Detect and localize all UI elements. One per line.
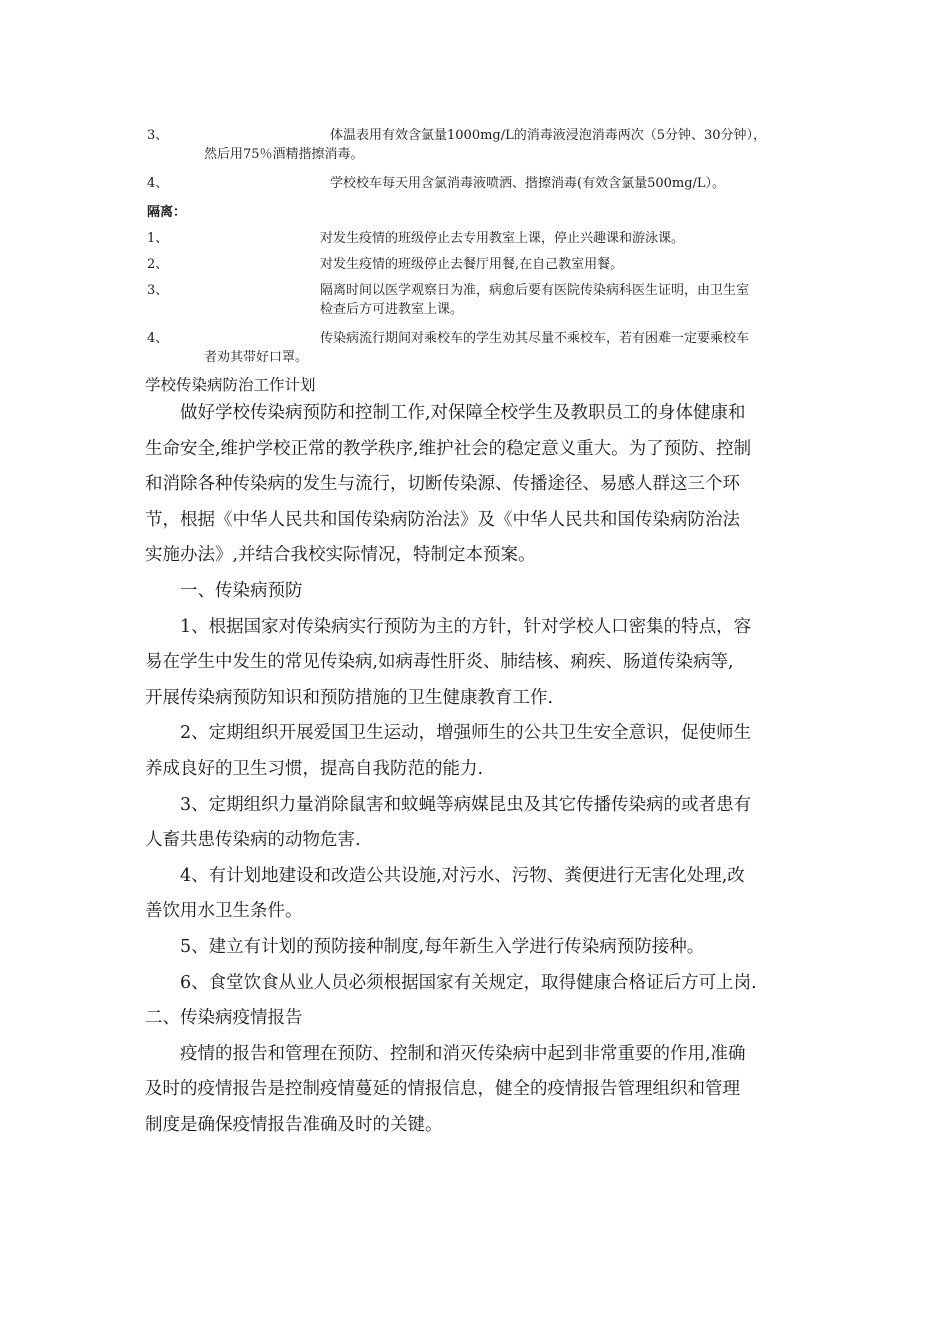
item-text: 对发生疫情的班级停止去专用教室上课，停止兴趣课和游泳课。 [320,231,685,246]
section-heading: 一、传染病预防 [180,580,303,601]
paragraph-line: 开展传染病预防知识和预防措施的卫生健康教育工作. [145,687,554,708]
list-item [147,255,807,281]
list-item [147,229,807,255]
item-text-continued: 者劝其带好口罩。 [204,350,309,365]
paragraph-line: 人畜共患传染病的动物危害. [145,830,361,851]
item-number: 4、 [147,176,169,191]
paragraph-line: 1、根据国家对传染病实行预防为主的方针，针对学校人口密集的特点，容 [180,616,752,637]
isolation-list [147,229,807,377]
item-number: 3、 [147,128,169,143]
isolation-heading: 隔离： [147,205,187,220]
list-item [147,126,807,174]
disinfection-list [147,126,807,229]
paragraph-line: 制度是确保疫情报告准确及时的关键。 [145,1114,443,1135]
plan-title: 学校传染病防治工作计划 [145,376,316,394]
item-text-continued: 检查后方可进教室上课。 [320,302,464,317]
item-number: 2、 [147,257,169,272]
document-body [145,396,805,1143]
paragraph-line: 善饮用水卫生条件。 [145,901,303,922]
item-text: 学校校车每天用含氯消毒液喷洒、揩擦消毒(有效含氯量500mg/L）。 [330,176,726,191]
intro-line: 和消除各种传染病的发生与流行，切断传染源、传播途径、易感人群这三个环 [145,474,740,495]
section-heading: 二、传染病疫情报告 [145,1008,303,1029]
paragraph-line: 养成良好的卫生习惯，提高自我防范的能力. [145,758,484,779]
item-text: 隔离时间以医学观察日为准，病愈后要有医院传染病科医生证明，由卫生室 [320,283,750,298]
paragraph-line: 及时的疫情报告是控制疫情蔓延的情报信息，健全的疫情报告管理组织和管理 [145,1079,740,1100]
item-text: 传染病流行期间对乘校车的学生劝其尽量不乘校车，若有困难一定要乘校车 [320,331,750,346]
intro-line: 做好学校传染病预防和控制工作,对保障全校学生及教职员工的身体健康和 [180,403,746,423]
paragraph-line: 5、建立有计划的预防接种制度,每年新生入学进行传染病预防接种。 [180,936,705,957]
item-number: 3、 [147,283,169,298]
item-number: 1、 [147,231,169,246]
intro-line: 生命安全,维护学校正常的教学秩序,维护社会的稳定意义重大。为了预防、控制 [145,438,752,459]
intro-line: 实施办法》,并结合我校实际情况，特制定本预案。 [145,545,536,566]
item-text: 体温表用有效含氯量1000mg/L的消毒液浸泡消毒两次（5分钟、30分钟）， [330,128,767,143]
paragraph-line: 4、有计划地建设和改造公共设施,对污水、污物、粪便进行无害化处理,改 [180,865,745,886]
item-number: 4、 [147,331,169,346]
paragraph-line: 2、定期组织开展爱国卫生运动，增强师生的公共卫生安全意识，促使师生 [180,723,752,744]
paragraph-line: 6、食堂饮食从业人员必须根据国家有关规定，取得健康合格证后方可上岗. [180,972,757,993]
paragraph-line: 易在学生中发生的常见传染病,如病毒性肝炎、肺结核、痢疾、肠道传染病等, [145,652,734,673]
paragraph-line: 疫情的报告和管理在预防、控制和消灭传染病中起到非常重要的作用,准确 [180,1043,746,1064]
intro-line: 节，根据《中华人民共和国传染病防治法》及《中华人民共和国传染病防治法 [145,509,740,530]
paragraph-line: 3、定期组织力量消除鼠害和蚊蝇等病媒昆虫及其它传播传染病的或者患有 [180,794,752,815]
list-item [147,281,807,329]
list-item [147,174,807,203]
item-text-continued: 然后用75％酒精揩擦消毒。 [204,147,364,162]
item-text: 对发生疫情的班级停止去餐厅用餐,在自己教室用餐。 [320,257,624,272]
list-item [147,329,807,377]
